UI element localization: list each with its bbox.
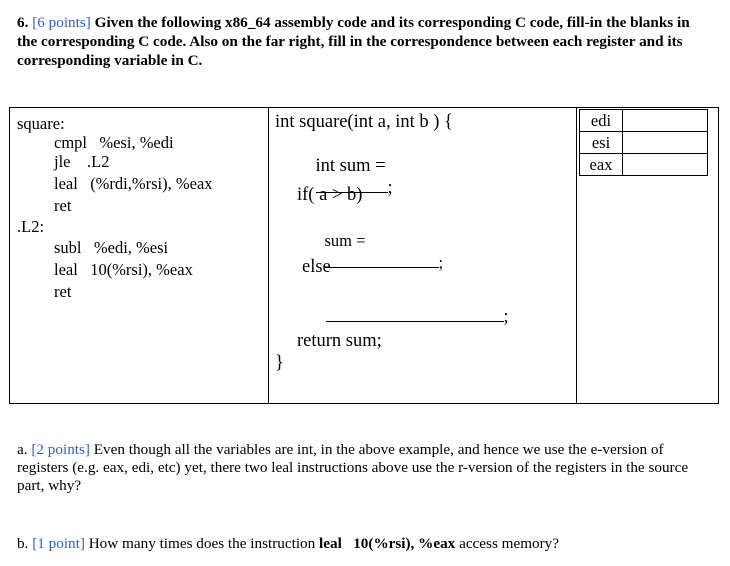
register-variable-blank[interactable]: [623, 154, 708, 176]
asm-line: cmpl %esi, %edi: [54, 133, 174, 152]
asm-line: jle .L2: [54, 152, 110, 171]
column-divider-2: [576, 108, 577, 403]
question-points: [6 points]: [32, 14, 91, 31]
c-sum-assign: [308, 208, 443, 296]
c-sum-assign-text: sum =: [324, 231, 366, 250]
register-row: [580, 154, 708, 176]
part-b-points: [1 point]: [32, 535, 85, 552]
part-a: [17, 441, 707, 495]
part-b-label: b.: [17, 535, 29, 552]
c-sum-decl-text: int sum =: [315, 156, 386, 176]
semicolon: ;: [503, 307, 509, 327]
part-b: [17, 535, 707, 553]
register-name: eax: [580, 154, 623, 176]
asm-line: ret: [54, 196, 72, 215]
asm-line: subl %edi, %esi: [54, 238, 169, 257]
register-name: esi: [580, 132, 623, 154]
semicolon: ;: [387, 178, 393, 198]
c-return: return sum;: [297, 331, 382, 351]
semicolon: ;: [438, 253, 444, 272]
column-divider-1: [268, 108, 269, 403]
asm-line: ret: [54, 282, 72, 301]
question-text: Given the following x86_64 assembly code and its corresponding C code, fill-in the blanks in the corresponding C code. Also on the far right, fill in the correspondence between each register and its corresponding variable in C.: [17, 14, 690, 69]
part-a-points: [2 points]: [31, 441, 90, 458]
blank-if-branch[interactable]: [325, 252, 439, 268]
register-row: [580, 132, 708, 154]
c-if-cond: if( a > b): [297, 185, 363, 205]
asm-line: leal 10(%rsi), %eax: [54, 260, 193, 279]
part-b-text-before: How many times does the instruction: [88, 535, 316, 552]
label-l2: .L2:: [17, 217, 45, 236]
part-b-text-after: access memory?: [459, 535, 560, 552]
question-number: 6.: [17, 14, 29, 31]
label-square: square:: [17, 114, 65, 133]
c-signature: int square(int a, int b ) {: [275, 112, 453, 132]
register-row: [580, 110, 708, 132]
part-a-text: Even though all the variables are int, in the above example, and hence we use the e-version of registers (e.g. eax, edi, etc) yet, there two leal instructions above use the r-version of the registers in the source part, why?: [17, 441, 689, 494]
blank-else-branch[interactable]: [326, 306, 504, 322]
question-header: [17, 13, 707, 70]
c-close-brace: }: [275, 353, 284, 373]
asm-line: leal (%rdi,%rsi), %eax: [54, 174, 213, 193]
c-else: else: [302, 257, 331, 277]
register-table: [579, 109, 708, 176]
register-name: edi: [580, 110, 623, 132]
part-a-label: a.: [17, 441, 28, 458]
register-variable-blank[interactable]: [623, 110, 708, 132]
register-variable-blank[interactable]: [623, 132, 708, 154]
part-b-instruction: leal 10(%rsi), %eax: [319, 535, 456, 552]
